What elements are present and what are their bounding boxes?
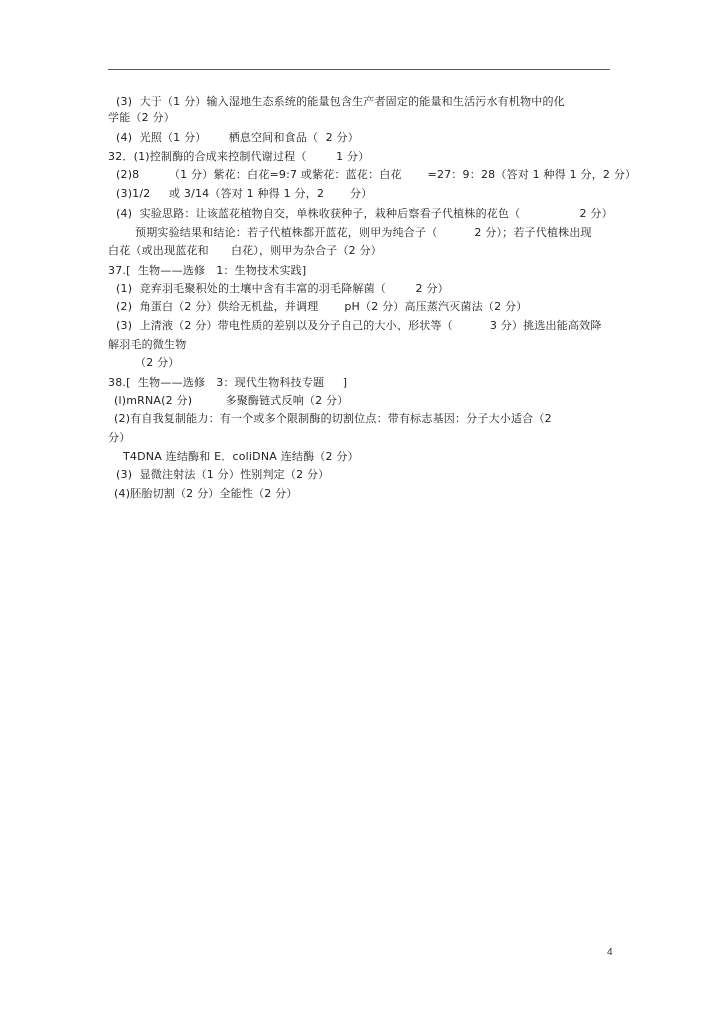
- answer-line: (2)8 （1 分）紫花：白花=9:7 或紫花：蓝花：白花 =27：9：28（答对 1 种得 1 分，2 分）: [116, 168, 637, 181]
- answer-line: 预期实验结果和结论：若子代植株都开蓝花，则甲为纯合子（ 2 分）；若子代植株出现: [135, 226, 592, 239]
- answer-line: (2) 角蛋白（2 分）供给无机盐，并调理 pH（2 分）高压蒸汽灭菌法（2 分）: [116, 300, 528, 313]
- answer-line: (4) 光照（1 分） 栖息空间和食品（ 2 分）: [116, 131, 359, 144]
- answer-line: 白花（或出现蓝花和 白花），则甲为杂合子（2 分）: [108, 244, 382, 257]
- answer-line: 学能（2 分）: [108, 111, 175, 124]
- answer-line: 38.[ 生物——选修 3：现代生物科技专题 ]: [108, 376, 348, 389]
- answer-line: 37.[ 生物——选修 1：生物技术实践]: [108, 264, 307, 277]
- answer-line: 解羽毛的微生物: [108, 338, 187, 351]
- answer-line: (1) 竞弃羽毛聚积处的土壤中含有丰富的羽毛降解菌（ 2 分）: [116, 282, 449, 295]
- answer-line: (3) 上清液（2 分）带电性质的差别以及分子自己的大小、形状等（ 3 分）挑选出能高效降: [116, 319, 602, 332]
- answer-line: 32．(1)控制酶的合成来控制代谢过程（ 1 分）: [108, 150, 370, 163]
- page-number: 4: [607, 947, 613, 958]
- answer-line: （2 分）: [135, 356, 180, 369]
- answer-line: T4DNA 连结酶和 E．coliDNA 连结酶（2 分）: [123, 450, 359, 463]
- answer-line: (3)1/2 或 3/14（答对 1 种得 1 分，2 分）: [116, 187, 373, 200]
- answer-line: (4)胚胎切割（2 分）全能性（2 分）: [114, 487, 298, 500]
- header-rule: [108, 69, 610, 70]
- answer-line: (2)有自我复制能力：有一个或多个限制酶的切割位点：带有标志基因：分子大小适合（2: [114, 412, 552, 425]
- answer-line: (l)mRNA(2 分) 多聚酶链式反响（2 分）: [114, 394, 349, 407]
- answer-line: 分）: [108, 431, 131, 444]
- answer-line: (3) 显微注射法（1 分）性别判定（2 分）: [116, 468, 330, 481]
- answer-line: (3) 大于（1 分）输入湿地生态系统的能量包含生产者固定的能量和生活污水有机物中的化: [116, 95, 565, 108]
- answer-line: (4) 实验思路：让该蓝花植物自交，单株收获种子，栽种后察看子代植株的花色（ 2 分）: [116, 207, 613, 220]
